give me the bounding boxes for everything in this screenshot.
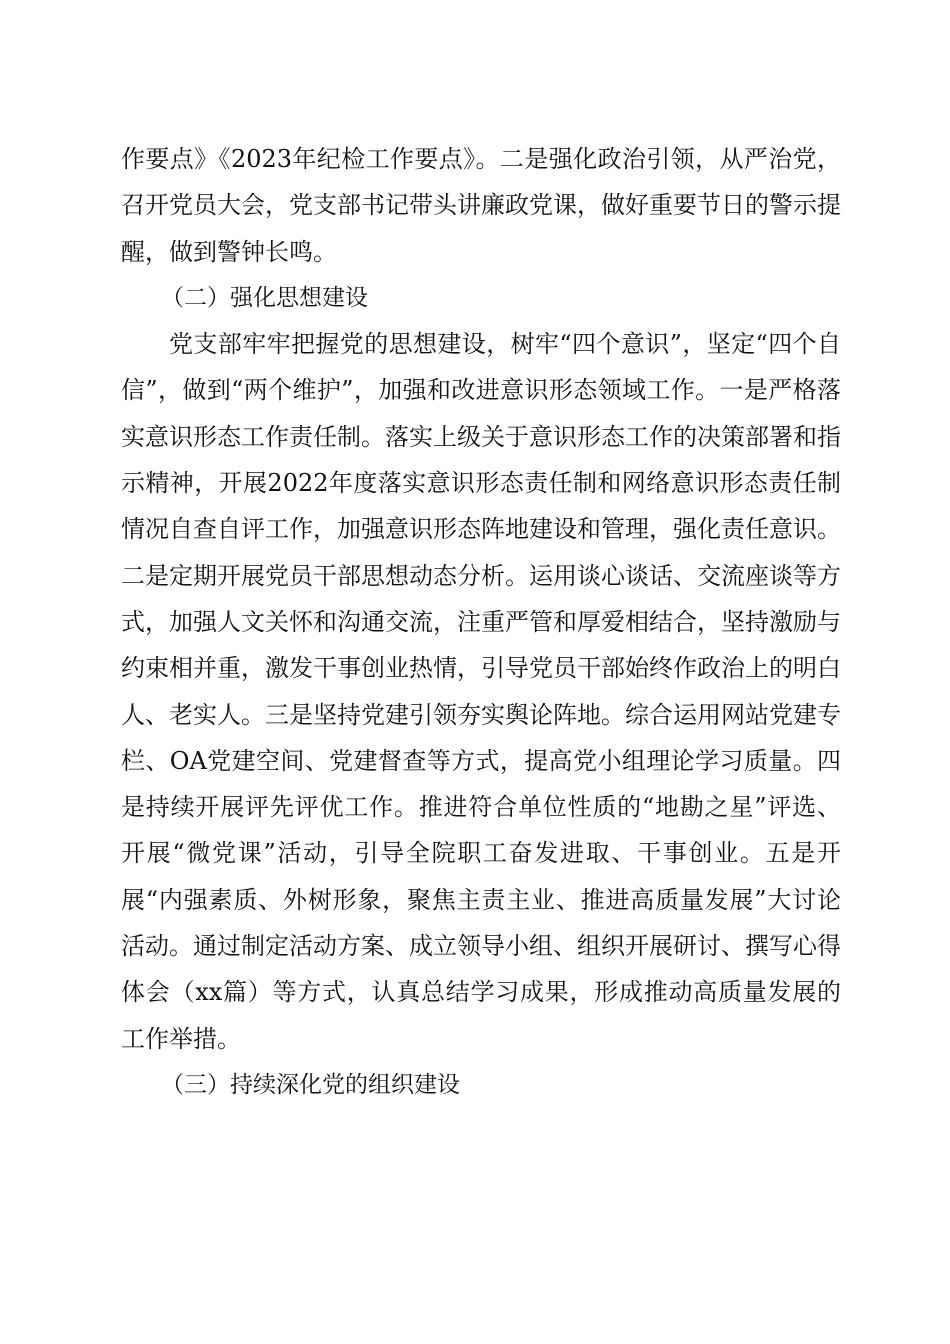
section-heading-3: （三）持续深化党的组织建设 <box>161 1071 460 1098</box>
paragraph-continuation: 作要点》《2023年纪检工作要点》。二是强化政治引领，从严治党，召开党员大会，党支部书记带头讲廉政党课，做好重要节日的警示提醒，做到警钟长鸣。 <box>121 145 841 266</box>
document-body <box>121 136 841 1108</box>
paragraph-ideological-building: 党支部牢牢把握党的思想建设，树牢“四个意识”，坚定“四个自信”，做到“两个维护”，加强和改进意识形态领域工作。一是严格落实意识形态工作责任制。落实上级关于意识形态工作的决策部署和指示精神，开展2022年度落实意识形态责任制和网络意识形态责任制情况自查自评工作，加强意识形态阵地建设和管理，强化责任意识。二是定期开展党员干部思想动态分析。运用谈心谈话、交流座谈等方式，加强人文关怀和沟通交流，注重严管和厚爱相结合，坚持激励与约束相并重，激发干事创业热情，引导党员干部始终作政治上的明白人、老实人。三是坚持党建引领夯实舆论阵地。综合运用网站党建专栏、OA党建空间、党建督查等方式，提高党小组理论学习质量。四是持续开展评先评优工作。推进符合单位性质的“地勘之星”评选、开展“微党课”活动，引导全院职工奋发进取、干事创业。五是开展“内强素质、外树形象，聚焦主责主业、推进高质量发展”大讨论活动。通过制定活动方案、成立领导小组、组织开展研讨、撰写心得体会（xx篇）等方式，认真总结学习成果，形成推动高质量发展的工作举措。 <box>121 330 841 1053</box>
section-heading-2: （二）强化思想建设 <box>161 284 368 311</box>
